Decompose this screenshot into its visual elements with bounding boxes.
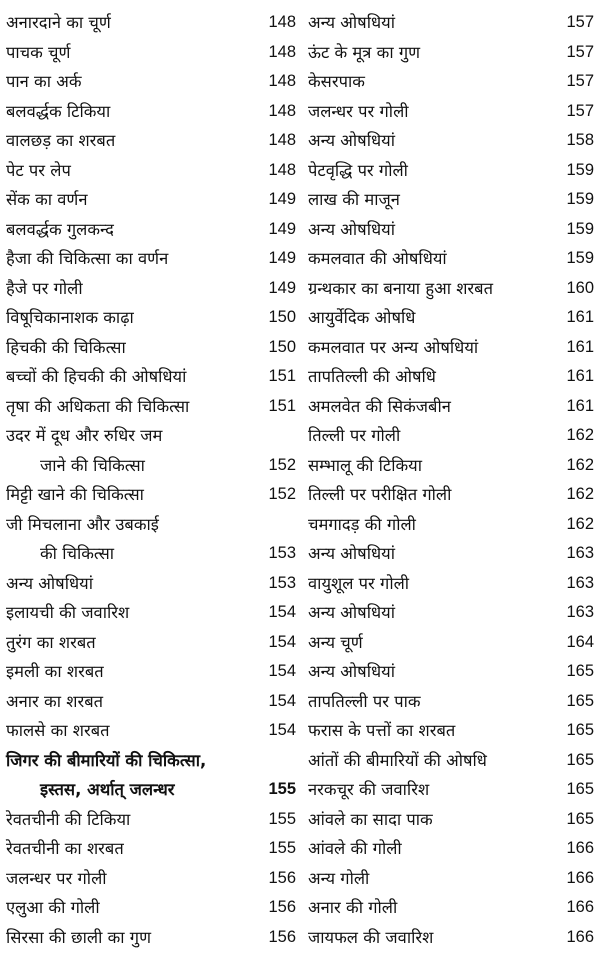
entry-page: 155 (268, 839, 296, 857)
index-entry (308, 775, 594, 805)
index-entry (308, 97, 594, 127)
index-entry (6, 657, 300, 687)
index-entry (308, 126, 594, 156)
entry-title: जलन्धर पर गोली (6, 868, 107, 888)
entry-page: 156 (268, 898, 296, 916)
entry-title: केसरपाक (308, 72, 365, 91)
index-entry (308, 156, 594, 186)
index-entry (308, 510, 594, 540)
entry-title: तुरंग का शरबत (6, 632, 96, 652)
entry-title: उदर में दूध और रुधिर जम (6, 426, 163, 445)
entry-title: जायफल की जवारिश (308, 927, 434, 947)
entry-title: हिचकी की चिकित्सा (6, 337, 126, 357)
index-entry (308, 67, 594, 97)
index-entry (308, 746, 594, 776)
entry-page: 151 (268, 367, 296, 385)
entry-page: 154 (268, 662, 296, 680)
index-entry (6, 38, 300, 68)
index-entry (6, 923, 300, 953)
entry-title: तापतिल्ली की ओषधि (308, 367, 436, 386)
index-entry (308, 333, 594, 363)
index-section-heading (6, 746, 300, 776)
entry-title: फरास के पत्तों का शरबत (308, 721, 456, 740)
entry-page: 148 (268, 42, 296, 61)
index-entry (308, 362, 594, 392)
entry-title: रेवतचीनी की टिकिया (6, 809, 131, 829)
entry-page: 162 (566, 455, 594, 474)
index-entry (308, 480, 594, 510)
index-entry (6, 97, 300, 127)
entry-page: 163 (566, 603, 594, 621)
entry-page: 157 (566, 13, 594, 31)
entry-title: जी मिचलाना और उबकाई (6, 514, 159, 534)
entry-title: ऊंट के मूत्र का गुण (308, 42, 421, 62)
index-entry (6, 569, 300, 599)
entry-page: 166 (566, 868, 594, 887)
index-entry (308, 805, 594, 835)
index-entry (6, 126, 300, 156)
entry-title: ग्रन्थकार का बनाया हुआ शरबत (308, 278, 493, 298)
entry-page: 163 (566, 544, 594, 562)
entry-title: वायुशूल पर गोली (308, 573, 410, 593)
entry-page: 157 (566, 72, 594, 90)
entry-title: तिल्ली पर गोली (308, 426, 401, 445)
entry-title: पाचक चूर्ण (6, 42, 71, 62)
entry-title: अनारदाने का चूर्ण (6, 13, 111, 32)
entry-page: 149 (268, 190, 296, 208)
entry-page: 153 (268, 573, 296, 592)
entry-page: 161 (566, 308, 594, 326)
index-entry (308, 598, 594, 628)
index-entry (6, 421, 300, 451)
entry-page: 153 (268, 544, 296, 562)
entry-title: अन्य ओषधियां (308, 219, 395, 239)
entry-title: सिरसा की छाली का गुण (6, 927, 151, 947)
index-entry (6, 8, 300, 38)
index-entry (308, 421, 594, 451)
entry-page: 156 (268, 868, 296, 887)
entry-title: अनार की गोली (308, 898, 398, 917)
entry-page: 163 (566, 573, 594, 592)
section-heading-title: इस्तस, अर्थात् जलन्धर (40, 780, 175, 799)
index-entry (6, 480, 300, 510)
entry-title: नरकचूर की जवारिश (308, 780, 430, 799)
index-entry (6, 893, 300, 923)
entry-title: इमली का शरबत (6, 662, 104, 681)
entry-title: अमलवेत की सिकंजबीन (308, 396, 451, 416)
entry-title: कमलवात पर अन्य ओषधियां (308, 337, 479, 357)
entry-page: 166 (566, 839, 594, 857)
entry-page: 150 (268, 308, 296, 326)
index-entry (308, 539, 594, 569)
entry-page: 162 (566, 485, 594, 503)
entry-title: पेट पर लेप (6, 160, 71, 180)
entry-page: 159 (566, 219, 594, 238)
entry-page: 158 (566, 131, 594, 149)
entry-page: 164 (566, 632, 594, 651)
index-entry (6, 805, 300, 835)
entry-title: एलुआ की गोली (6, 898, 100, 917)
index-entry (6, 392, 300, 422)
entry-title: की चिकित्सा (40, 544, 115, 563)
entry-page: 148 (268, 131, 296, 149)
index-entry (308, 716, 594, 746)
entry-title: लाख की माजून (308, 190, 400, 209)
index-entry (308, 38, 594, 68)
entry-page: 165 (566, 809, 594, 828)
entry-title: आयुर्वेदिक ओषधि (308, 308, 416, 327)
entry-title: तापतिल्ली पर पाक (308, 691, 421, 711)
index-entry (6, 510, 300, 540)
entry-page: 165 (566, 691, 594, 710)
index-entry (6, 716, 300, 746)
entry-page: 154 (268, 721, 296, 739)
entry-title: अन्य ओषधियां (308, 13, 395, 32)
index-entry (308, 8, 594, 38)
entry-page: 166 (566, 898, 594, 916)
index-column-left (6, 8, 300, 952)
index-column-right (308, 8, 594, 952)
entry-page: 155 (268, 780, 296, 798)
entry-page: 159 (566, 249, 594, 267)
entry-page: 148 (268, 160, 296, 179)
index-entry (6, 244, 300, 274)
entry-page: 162 (566, 514, 594, 533)
entry-title: अन्य ओषधियां (308, 131, 395, 150)
entry-title: बलवर्द्धक गुलकन्द (6, 219, 114, 239)
entry-page: 149 (268, 249, 296, 267)
entry-title: हैजे पर गोली (6, 278, 83, 298)
entry-page: 149 (268, 219, 296, 238)
entry-title: आंवले का सादा पाक (308, 809, 433, 829)
entry-page: 157 (566, 101, 594, 120)
entry-page: 159 (566, 190, 594, 208)
index-entry (6, 539, 300, 569)
entry-title: अनार का शरबत (6, 691, 104, 711)
index-entry (6, 362, 300, 392)
entry-page: 165 (566, 662, 594, 680)
entry-title: अन्य ओषधियां (308, 662, 395, 681)
section-heading-title: जिगर की बीमारियों की चिकित्सा, (6, 750, 207, 770)
entry-title: वालछड़ का शरबत (6, 131, 116, 150)
entry-page: 154 (268, 603, 296, 621)
index-entry (6, 687, 300, 717)
entry-title: जाने की चिकित्सा (40, 455, 145, 475)
index-entry (6, 303, 300, 333)
entry-page: 157 (566, 42, 594, 61)
index-entry (308, 451, 594, 481)
index-entry (6, 215, 300, 245)
entry-page: 156 (268, 927, 296, 946)
entry-page: 149 (268, 278, 296, 297)
entry-title: मिट्टी खाने की चिकित्सा (6, 485, 144, 504)
index-entry (308, 569, 594, 599)
index-entry (308, 834, 594, 864)
entry-title: पान का अर्क (6, 72, 82, 91)
entry-title: विषूचिकानाशक काढ़ा (6, 308, 134, 327)
entry-page: 165 (566, 780, 594, 798)
entry-page: 151 (268, 396, 296, 415)
entry-title: अन्य ओषधियां (6, 573, 93, 593)
entry-title: फालसे का शरबत (6, 721, 110, 740)
entry-title: बच्चों की हिचकी की ओषधियां (6, 367, 187, 386)
entry-title: कमलवात की ओषधियां (308, 249, 447, 268)
entry-page: 165 (566, 721, 594, 739)
index-entry (6, 451, 300, 481)
entry-page: 161 (566, 367, 594, 385)
entry-title: पेटवृद्धि पर गोली (308, 160, 408, 180)
entry-title: सेंक का वर्णन (6, 190, 88, 209)
entry-page: 152 (268, 455, 296, 474)
entry-page: 161 (566, 337, 594, 356)
entry-title: आंतों की बीमारियों की ओषधि (308, 750, 487, 770)
entry-page: 160 (566, 278, 594, 297)
index-entry (6, 185, 300, 215)
index-entry (6, 67, 300, 97)
index-entry (308, 893, 594, 923)
entry-page: 155 (268, 809, 296, 828)
entry-page: 166 (566, 927, 594, 946)
entry-title: अन्य चूर्ण (308, 632, 363, 652)
entry-page: 148 (268, 72, 296, 90)
index-entry (308, 657, 594, 687)
index-entry (6, 628, 300, 658)
index-entry (308, 215, 594, 245)
index-entry (6, 834, 300, 864)
index-entry (6, 598, 300, 628)
entry-title: अन्य गोली (308, 868, 370, 888)
index-entry (6, 864, 300, 894)
entry-title: इलायची की जवारिश (6, 603, 130, 622)
entry-page: 154 (268, 632, 296, 651)
entry-page: 148 (268, 101, 296, 120)
entry-page: 159 (566, 160, 594, 179)
index-entry (308, 303, 594, 333)
entry-title: अन्य ओषधियां (308, 603, 395, 622)
index-entry (6, 156, 300, 186)
entry-title: बलवर्द्धक टिकिया (6, 101, 111, 121)
index-entry (308, 392, 594, 422)
entry-title: तृषा की अधिकता की चिकित्सा (6, 396, 190, 416)
entry-page: 162 (566, 426, 594, 444)
index-entry (308, 628, 594, 658)
entry-title: जलन्धर पर गोली (308, 101, 409, 121)
entry-title: अन्य ओषधियां (308, 544, 395, 563)
index-entry (308, 864, 594, 894)
index-entry (308, 274, 594, 304)
entry-title: रेवतचीनी का शरबत (6, 839, 124, 858)
entry-title: आंवले की गोली (308, 839, 402, 858)
entry-page: 150 (268, 337, 296, 356)
entry-title: हैजा की चिकित्सा का वर्णन (6, 249, 169, 268)
index-entry (308, 923, 594, 953)
entry-page: 152 (268, 485, 296, 503)
index-entry (308, 244, 594, 274)
entry-page: 148 (268, 13, 296, 31)
index-entry (6, 274, 300, 304)
entry-title: सम्भालू की टिकिया (308, 455, 422, 475)
entry-title: चमगादड़ की गोली (308, 514, 416, 534)
index-entry (308, 687, 594, 717)
index-entry (308, 185, 594, 215)
entry-page: 161 (566, 396, 594, 415)
entry-title: तिल्ली पर परीक्षित गोली (308, 485, 452, 504)
index-section-heading (6, 775, 300, 805)
index-entry (6, 333, 300, 363)
entry-page: 154 (268, 691, 296, 710)
entry-page: 165 (566, 750, 594, 769)
